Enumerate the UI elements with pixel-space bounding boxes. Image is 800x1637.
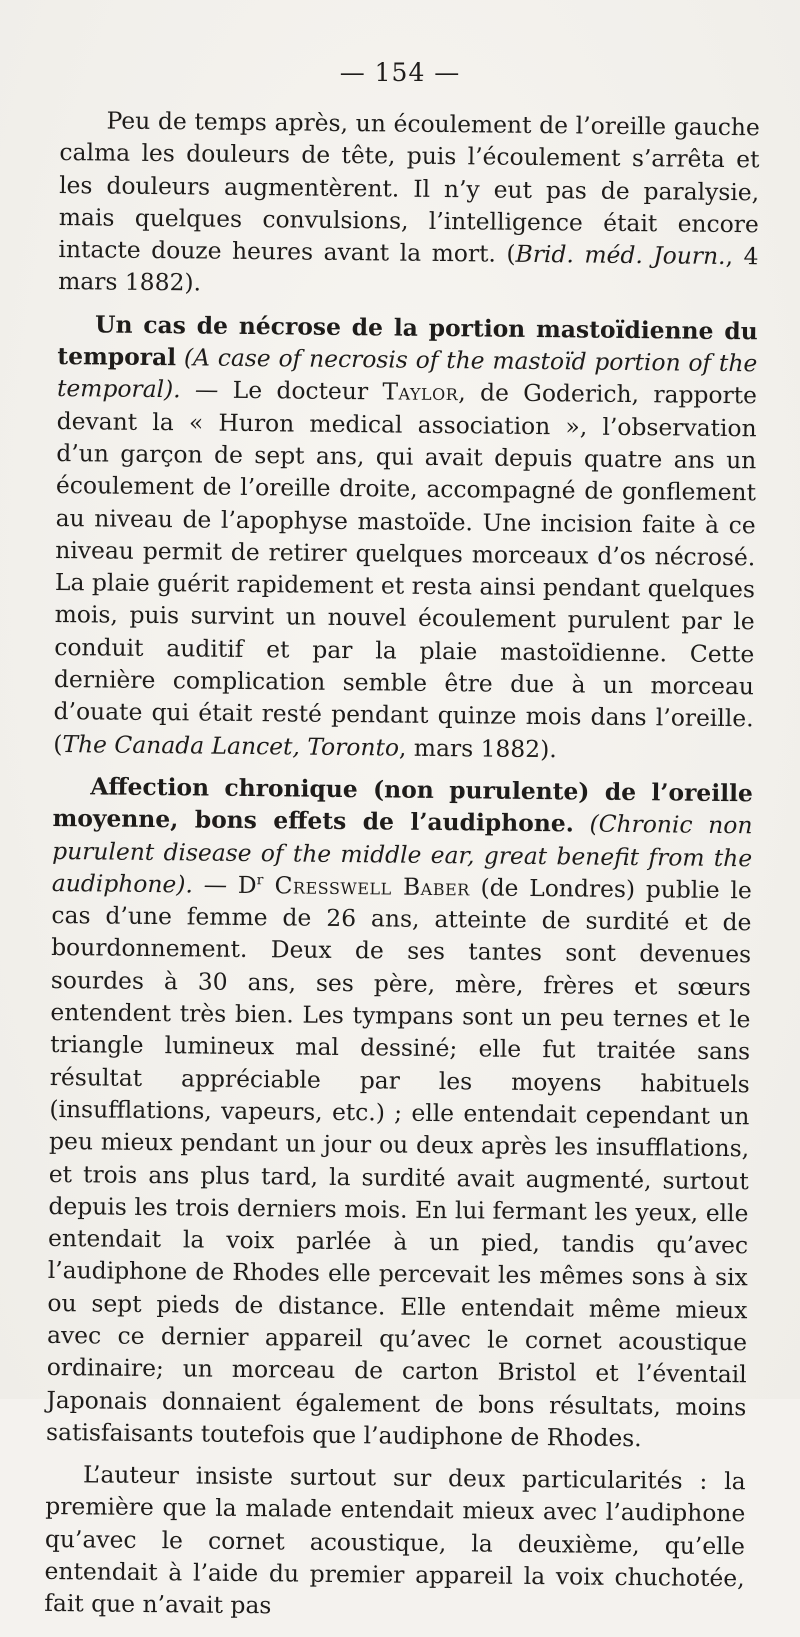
paragraph-1-text: Peu de temps après, un écoulement de l’oreille gauche calma les douleurs de tête, puis l’écoulement s’arrêta et les douleurs augmentèrent. Il n’y eut pas de paralysie, mais quelques convulsions, l’intelligence était encore intacte douze heures avant la mort. ( (58, 106, 760, 268)
article-heading-necrosis: Un cas de nécrose de la portion mastoïdienne du temporal (57, 310, 758, 372)
author-name-baber: Cresswell Baber (263, 871, 470, 902)
doctor-abbrev-sup: r (256, 872, 264, 889)
body-text (44, 104, 760, 1637)
paragraph-2-text: , de Goderich, rapporte devant la « Huron medical association », l’observation d’un garçon de sept ans, qui avait depuis quatre ans un écoulement de l’oreille droite, accompagné de gonflement au niveau de l’apophyse mastoïde. Une incision faite à ce niveau permit de retirer quelques morceaux d’os nécrosé. La plaie guérit rapidement et resta ainsi pendant quelques mois, puis survint un nouvel écoulement purulent par le conduit auditif et par la plaie mastoïdienne. Cette dernière complication semble être due à un morceau d’ouate qui était resté pendant quinze mois dans l’oreille. ( (53, 378, 758, 758)
article-english-title-audiphone: (Chronic non purulent disease of the middle ear, great benefit from the audiphone). — (51, 809, 753, 899)
paragraph-4: L’auteur insiste surtout sur deux particularités : la première que la malade entendait mieux avec l’audiphone qu’avec le cornet acoustique, la deuxième, qu’elle entendait à l’aide du premier appareil la voix chuchotée, fait que n’avait pas (44, 1460, 746, 1620)
paragraph-2-end: , mars 1882). (398, 733, 557, 763)
doctor-abbrev: D (237, 870, 257, 899)
citation-bmj: Brid. méd. Journ. (515, 239, 726, 271)
paragraph-1-end: , 4 mars 1882). (57, 242, 759, 297)
paragraph-2-intro: Le docteur (232, 376, 383, 406)
paragraph-3-text: (de Londres) publie le cas d’une femme de 26 ans, atteinte de surdité et de bourdonnement. Deux de ses tantes sont devenues sourdes à 30 ans, ses père, mère, frères et sœurs entendent très bien. Les tympans sont un peu ternes et le triangle lumineux mal dessiné; elle fut traitée sans résultat appréciable par les moyens habituels (insufflations, vapeurs, etc.) ; elle entendait cependant un peu mieux pendant un jour ou deux après les insufflations, et trois ans plus tard, la surdité avait augmenté, surtout depuis les trois derniers mois. En lui fermant les yeux, elle entendait la voix parlée à un pied, tandis qu’avec l’audiphone de Rhodes elle percevait les mêmes sons à six ou sept pieds de distance. Elle entendait même mieux avec ce dernier appareil qu’avec le cornet acoustique ordinaire; un morceau de carton Bristol et l’éventail Japonais donnaient également de bons résultats, moins satisfaisants toutefois que l’audiphone de Rhodes. (45, 873, 752, 1453)
article-heading-audiphone: Affection chronique (non purulente) de l’oreille moyenne, bons effets de l’audiphone. (52, 772, 753, 838)
author-name-taylor: Taylor (382, 377, 459, 407)
page-number: — 154 — (339, 58, 461, 87)
paragraph-3 (46, 770, 753, 1456)
article-english-title-necrosis: (A case of necrosis of the mastoïd portion of the temporal). — (56, 343, 758, 405)
paragraph-1 (58, 104, 760, 305)
paragraph-2 (53, 308, 758, 767)
citation-canada-lancet: The Canada Lancet, Toronto (62, 729, 400, 762)
